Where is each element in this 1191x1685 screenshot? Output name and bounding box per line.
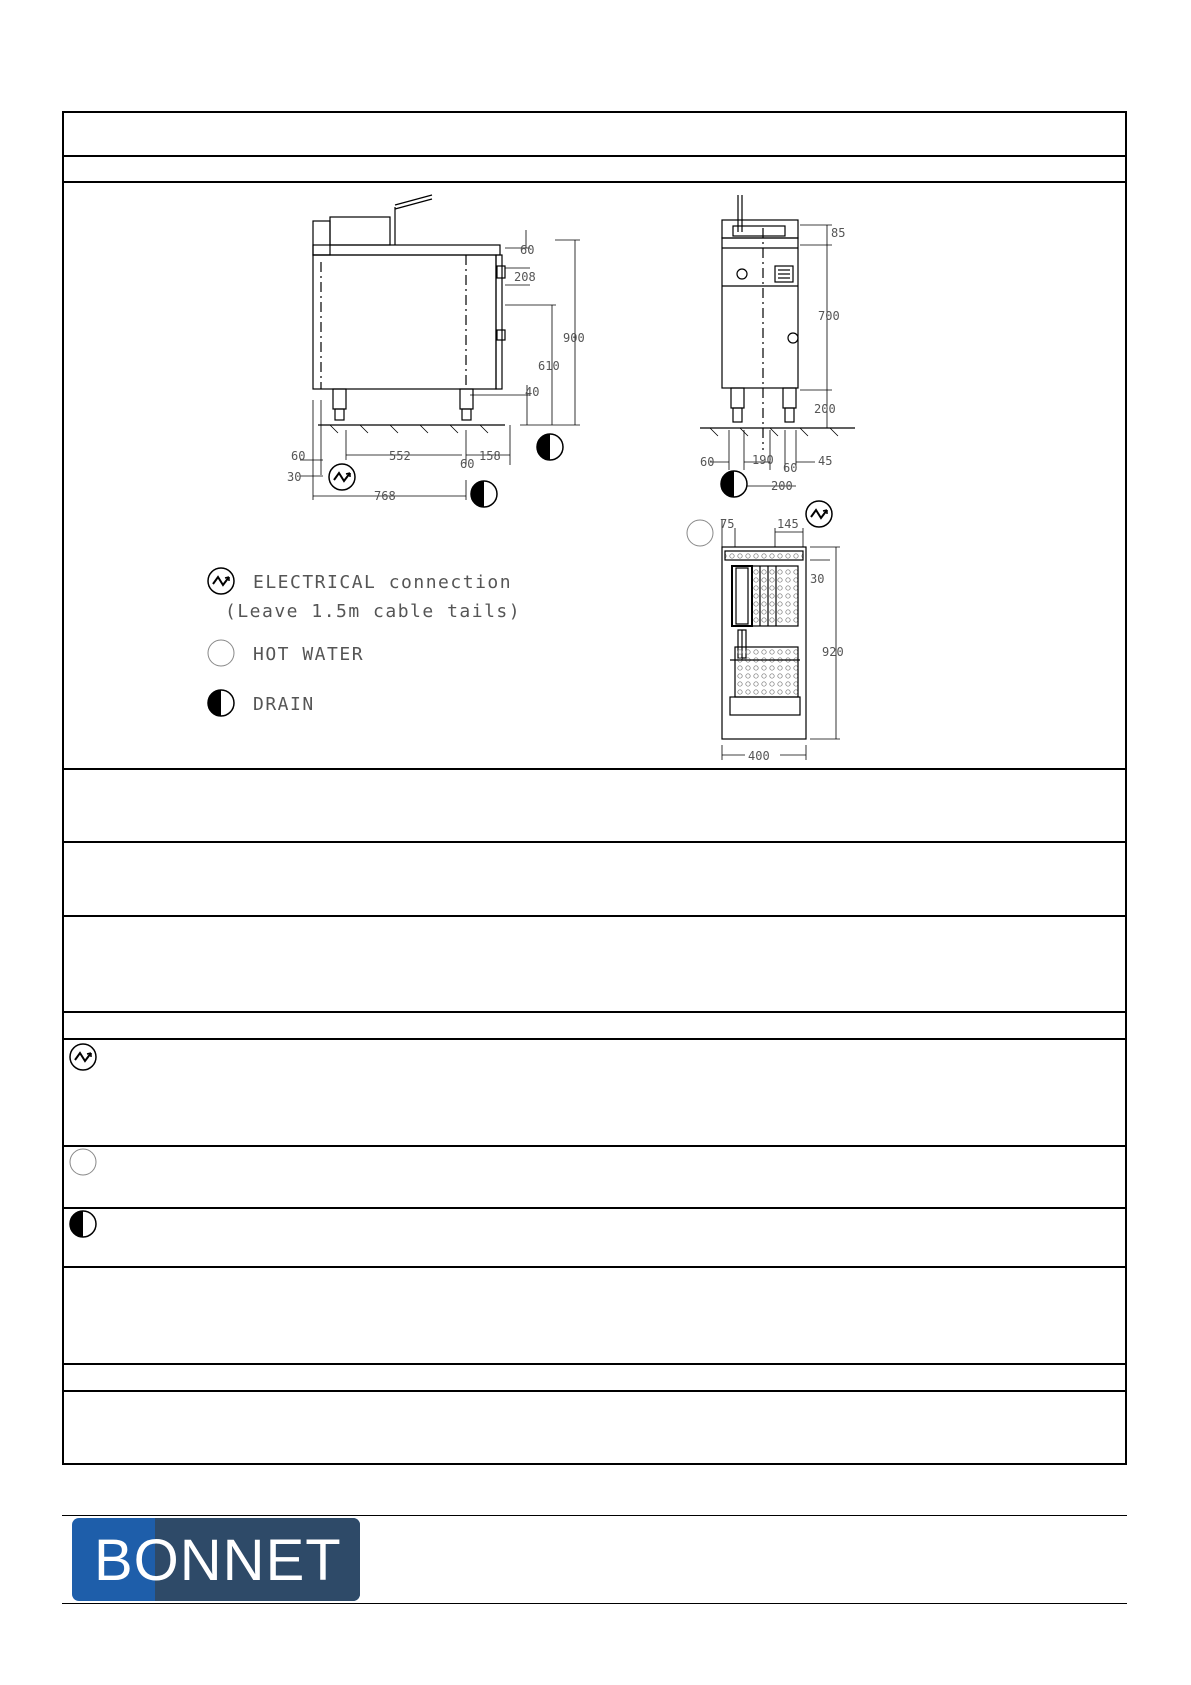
- side-view-drawing: [300, 195, 580, 500]
- dim-top-145: 145: [777, 517, 799, 531]
- dim-top-920: 920: [822, 645, 844, 659]
- dim-top-400: 400: [748, 749, 770, 763]
- legend-electrical-title: ELECTRICAL connection: [253, 572, 513, 593]
- legend-hot-water: HOT WATER: [253, 644, 365, 665]
- footer-rule-top: [62, 1515, 1127, 1516]
- logo-text: BONNET: [94, 1528, 342, 1593]
- dim-side-60-top: 60: [520, 243, 535, 257]
- electrical-icon: [208, 568, 234, 594]
- dim-front-45: 45: [818, 454, 833, 468]
- dim-front-700: 700: [818, 309, 840, 323]
- top-view-drawing: [722, 520, 840, 760]
- dim-front-85: 85: [831, 226, 846, 240]
- dim-side-610: 610: [538, 359, 560, 373]
- dim-side-552: 552: [389, 449, 411, 463]
- dim-top-30: 30: [810, 572, 825, 586]
- dim-front-200-h: 200: [814, 402, 836, 416]
- electrical-section-icon: [70, 1044, 96, 1070]
- drain-icon: [208, 690, 234, 716]
- dim-side-768: 768: [374, 489, 396, 503]
- hot-water-section-icon: [70, 1149, 96, 1175]
- hot-water-icon: [208, 640, 234, 666]
- dim-side-30: 30: [287, 470, 302, 484]
- dim-front-200-w: 200: [771, 479, 793, 493]
- legend-drain: DRAIN: [253, 694, 315, 715]
- legend-electrical-note: (Leave 1.5m cable tails): [225, 601, 522, 622]
- dim-top-75: 75: [720, 517, 735, 531]
- dim-side-40: 40: [525, 385, 540, 399]
- dim-side-900: 900: [563, 331, 585, 345]
- footer-rule-bottom: [62, 1603, 1127, 1604]
- dim-side-158: 158: [479, 449, 501, 463]
- dim-side-60-mid: 60: [460, 457, 475, 471]
- dim-front-60-left: 60: [700, 455, 715, 469]
- legend: [208, 568, 521, 716]
- dim-front-190: 190: [752, 453, 774, 467]
- drain-section-icon: [70, 1211, 96, 1237]
- dim-side-208: 208: [514, 270, 536, 284]
- dim-front-60-right: 60: [783, 461, 798, 475]
- brand-logo: [72, 1518, 360, 1601]
- dim-side-60-left: 60: [291, 449, 306, 463]
